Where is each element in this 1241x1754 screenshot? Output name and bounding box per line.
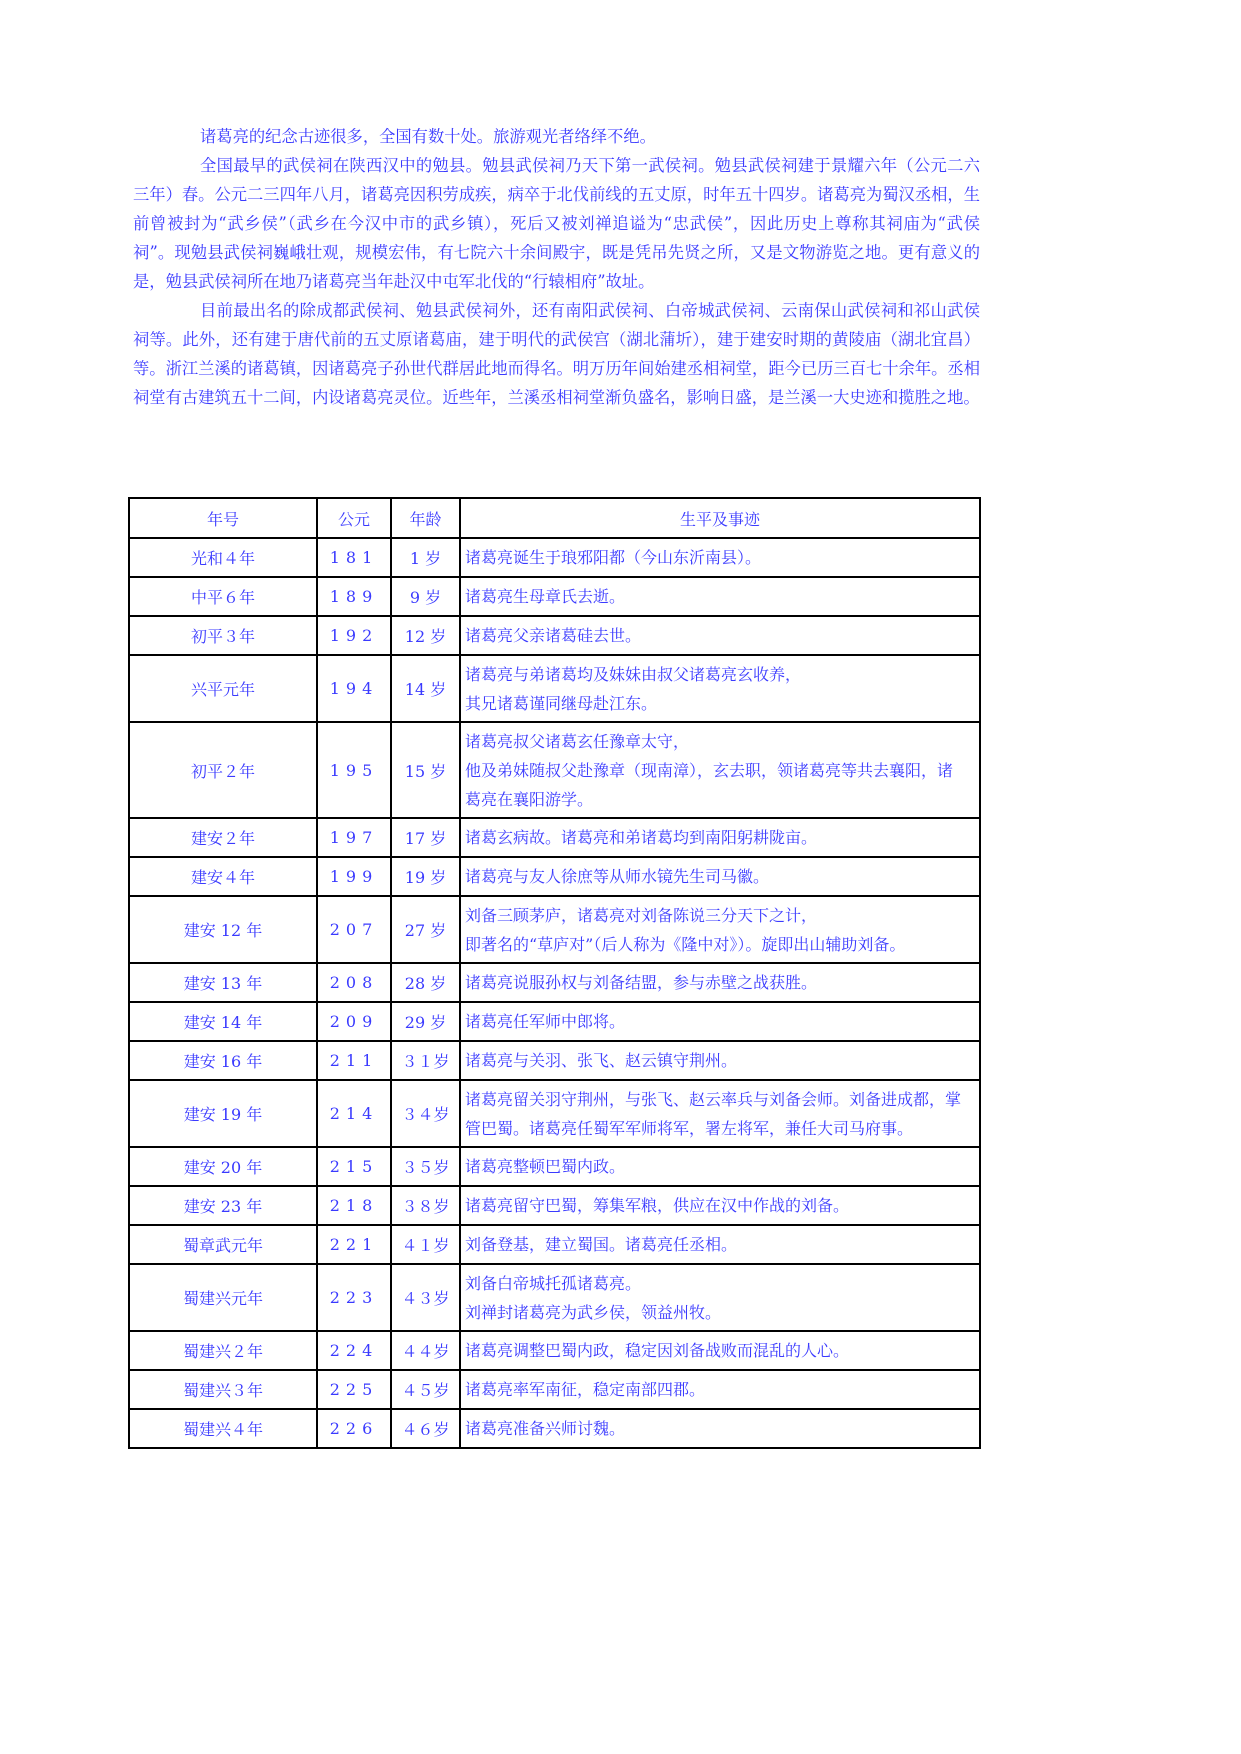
event-line: 诸葛亮叔父诸葛玄任豫章太守，	[465, 731, 690, 751]
header-era: 年号	[129, 498, 317, 538]
year-cell: 194	[317, 655, 391, 722]
year-cell: 218	[317, 1186, 391, 1225]
age-cell: ３４岁	[391, 1080, 460, 1147]
event-line: 诸葛亮调整巴蜀内政，稳定因刘备战败而混乱的人心。	[465, 1341, 850, 1360]
table-row	[129, 963, 980, 1002]
events-cell	[460, 1002, 980, 1041]
age-cell: 1 岁	[391, 538, 460, 577]
table-row	[129, 577, 980, 616]
year-cell: 197	[317, 818, 391, 857]
chronology-table	[128, 497, 981, 1449]
table-row	[129, 1225, 980, 1264]
year-cell: 223	[317, 1264, 391, 1331]
era-cell: 兴平元年	[129, 655, 317, 722]
table-row	[129, 1002, 980, 1041]
era-cell: 蜀建兴３年	[129, 1370, 317, 1409]
table-row	[129, 1370, 980, 1409]
era-cell: 蜀建兴２年	[129, 1331, 317, 1370]
event-line: 诸葛亮说服孙权与刘备结盟，参与赤壁之战获胜。	[465, 973, 818, 992]
events-cell	[460, 1225, 980, 1264]
event-line: 葛亮在襄阳游学。	[465, 789, 594, 809]
event-line: 刘备白帝城托孤诸葛亮。	[465, 1273, 642, 1293]
table-row	[129, 655, 980, 722]
age-cell: 15 岁	[391, 722, 460, 818]
events-cell	[460, 616, 980, 655]
events-cell	[460, 1080, 980, 1147]
event-line: 诸葛亮与弟诸葛均及妹妹由叔父诸葛亮玄收养，	[465, 664, 802, 684]
events-cell	[460, 722, 980, 818]
age-cell: ４４岁	[391, 1331, 460, 1370]
year-cell: 214	[317, 1080, 391, 1147]
age-cell: 29 岁	[391, 1002, 460, 1041]
year-cell: 225	[317, 1370, 391, 1409]
era-cell: 光和４年	[129, 538, 317, 577]
table-row	[129, 538, 980, 577]
events-cell	[460, 1264, 980, 1331]
event-line: 刘备登基，建立蜀国。诸葛亮任丞相。	[465, 1235, 738, 1254]
year-cell: 189	[317, 577, 391, 616]
year-cell: 215	[317, 1147, 391, 1186]
events-cell	[460, 1409, 980, 1448]
table-row	[129, 1080, 980, 1147]
events-cell	[460, 577, 980, 616]
event-line: 刘禅封诸葛亮为武乡侯，领益州牧。	[465, 1302, 722, 1322]
era-cell: 初平３年	[129, 616, 317, 655]
era-cell: 建安 13 年	[129, 963, 317, 1002]
event-line: 诸葛亮生母章氏去逝。	[465, 587, 626, 606]
year-cell: 211	[317, 1041, 391, 1080]
table-row	[129, 722, 980, 818]
paragraph: 全国最早的武侯祠在陕西汉中的勉县。勉县武侯祠乃天下第一武侯祠。勉县武侯祠建于景耀六年（公元二六三年）春。公元二三四年八月，诸葛亮因积劳成疾，病卒于北伐前线的五丈原，时年五十四岁。诸葛亮为蜀汉丞相，生前曾被封为“武乡侯”（武乡在今汉中市的武乡镇），死后又被刘禅追谥为“忠武侯”，因此历史上尊称其祠庙为“武侯祠”。现勉县武侯祠巍峨壮观，规模宏伟，有七院六十余间殿宇，既是凭吊先贤之所，又是文物游览之地。更有意义的是，勉县武侯祠所在地乃诸葛亮当年赴汉中屯军北伐的“行辕相府”故址。	[133, 156, 980, 291]
age-cell: 27 岁	[391, 896, 460, 963]
table-row	[129, 857, 980, 896]
header-events: 生平及事迹	[460, 498, 980, 538]
era-cell: 蜀章武元年	[129, 1225, 317, 1264]
era-cell: 建安４年	[129, 857, 317, 896]
age-cell: ４３岁	[391, 1264, 460, 1331]
age-cell: ３５岁	[391, 1147, 460, 1186]
era-cell: 建安 14 年	[129, 1002, 317, 1041]
event-line: 诸葛亮父亲诸葛硅去世。	[465, 626, 642, 645]
event-line: 管巴蜀。诸葛亮任蜀军军师将军，署左将军，兼任大司马府事。	[465, 1118, 914, 1138]
era-cell: 蜀建兴元年	[129, 1264, 317, 1331]
year-cell: 208	[317, 963, 391, 1002]
year-cell: 224	[317, 1331, 391, 1370]
age-cell: 28 岁	[391, 963, 460, 1002]
events-cell	[460, 896, 980, 963]
paragraph: 诸葛亮的纪念古迹很多，全国有数十处。旅游观光者络绎不绝。	[200, 127, 656, 146]
events-cell	[460, 1370, 980, 1409]
paragraph: 目前最出名的除成都武侯祠、勉县武侯祠外，还有南阳武侯祠、白帝城武侯祠、云南保山武侯祠和祁山武侯祠等。此外，还有建于唐代前的五丈原诸葛庙，建于明代的武侯宫（湖北蒲圻），建于建安时期的黄陵庙（湖北宜昌）等。浙江兰溪的诸葛镇，因诸葛亮子孙世代群居此地而得名。明万历年间始建丞相祠堂，距今已历三百七十余年。丞相祠堂有古建筑五十二间，内设诸葛亮灵位。近些年，兰溪丞相祠堂渐负盛名，影响日盛，是兰溪一大史迹和揽胜之地。	[133, 301, 980, 407]
table-row	[129, 1186, 980, 1225]
era-cell: 建安 23 年	[129, 1186, 317, 1225]
events-cell	[460, 1147, 980, 1186]
intro-text	[133, 122, 980, 412]
age-cell: 12 岁	[391, 616, 460, 655]
table-row	[129, 1147, 980, 1186]
events-cell	[460, 538, 980, 577]
year-cell: 181	[317, 538, 391, 577]
table-header-row	[129, 498, 980, 538]
age-cell: 17 岁	[391, 818, 460, 857]
event-line: 即著名的“草庐对”（后人称为《隆中对》）。旋即出山辅助刘备。	[465, 934, 906, 954]
age-cell: 19 岁	[391, 857, 460, 896]
age-cell: ４１岁	[391, 1225, 460, 1264]
header-year: 公元	[317, 498, 391, 538]
era-cell: 建安 19 年	[129, 1080, 317, 1147]
era-cell: 建安 12 年	[129, 896, 317, 963]
table-row	[129, 1041, 980, 1080]
table-row	[129, 1409, 980, 1448]
table-row	[129, 1264, 980, 1331]
event-line: 诸葛玄病故。诸葛亮和弟诸葛均到南阳躬耕陇亩。	[465, 828, 818, 847]
year-cell: 195	[317, 722, 391, 818]
event-line: 诸葛亮准备兴师讨魏。	[465, 1419, 626, 1438]
age-cell: ３１岁	[391, 1041, 460, 1080]
age-cell: ４６岁	[391, 1409, 460, 1448]
year-cell: 209	[317, 1002, 391, 1041]
event-line: 他及弟妹随叔父赴豫章（现南漳），玄去职，领诸葛亮等共去襄阳，诸	[465, 760, 954, 780]
events-cell	[460, 1186, 980, 1225]
events-cell	[460, 963, 980, 1002]
age-cell: ４５岁	[391, 1370, 460, 1409]
event-line: 诸葛亮留守巴蜀，筹集军粮，供应在汉中作战的刘备。	[465, 1196, 850, 1215]
era-cell: 建安 16 年	[129, 1041, 317, 1080]
age-cell: 14 岁	[391, 655, 460, 722]
table-row	[129, 818, 980, 857]
year-cell: 192	[317, 616, 391, 655]
event-line: 诸葛亮率军南征，稳定南部四郡。	[465, 1380, 706, 1399]
table-row	[129, 1331, 980, 1370]
events-cell	[460, 655, 980, 722]
year-cell: 221	[317, 1225, 391, 1264]
header-age: 年龄	[391, 498, 460, 538]
events-cell	[460, 857, 980, 896]
era-cell: 中平６年	[129, 577, 317, 616]
event-line: 诸葛亮任军师中郎将。	[465, 1012, 626, 1031]
era-cell: 蜀建兴４年	[129, 1409, 317, 1448]
era-cell: 建安 20 年	[129, 1147, 317, 1186]
event-line: 诸葛亮留关羽守荆州，与张飞、赵云率兵与刘备会师。刘备进成都，掌	[465, 1089, 962, 1109]
events-cell	[460, 818, 980, 857]
event-line: 其兄诸葛谨同继母赴江东。	[465, 693, 658, 713]
year-cell: 199	[317, 857, 391, 896]
events-cell	[460, 1331, 980, 1370]
age-cell: ３８岁	[391, 1186, 460, 1225]
year-cell: 226	[317, 1409, 391, 1448]
year-cell: 207	[317, 896, 391, 963]
age-cell: 9 岁	[391, 577, 460, 616]
era-cell: 建安２年	[129, 818, 317, 857]
event-line: 诸葛亮与友人徐庶等从师水镜先生司马徽。	[465, 867, 770, 886]
events-cell	[460, 1041, 980, 1080]
event-line: 诸葛亮与关羽、张飞、赵云镇守荆州。	[465, 1051, 738, 1070]
event-line: 诸葛亮整顿巴蜀内政。	[465, 1157, 626, 1176]
event-line: 诸葛亮诞生于琅邪阳都（今山东沂南县）。	[465, 548, 762, 567]
table-row	[129, 896, 980, 963]
event-line: 刘备三顾茅庐，诸葛亮对刘备陈说三分天下之计，	[465, 905, 818, 925]
era-cell: 初平２年	[129, 722, 317, 818]
table-row	[129, 616, 980, 655]
